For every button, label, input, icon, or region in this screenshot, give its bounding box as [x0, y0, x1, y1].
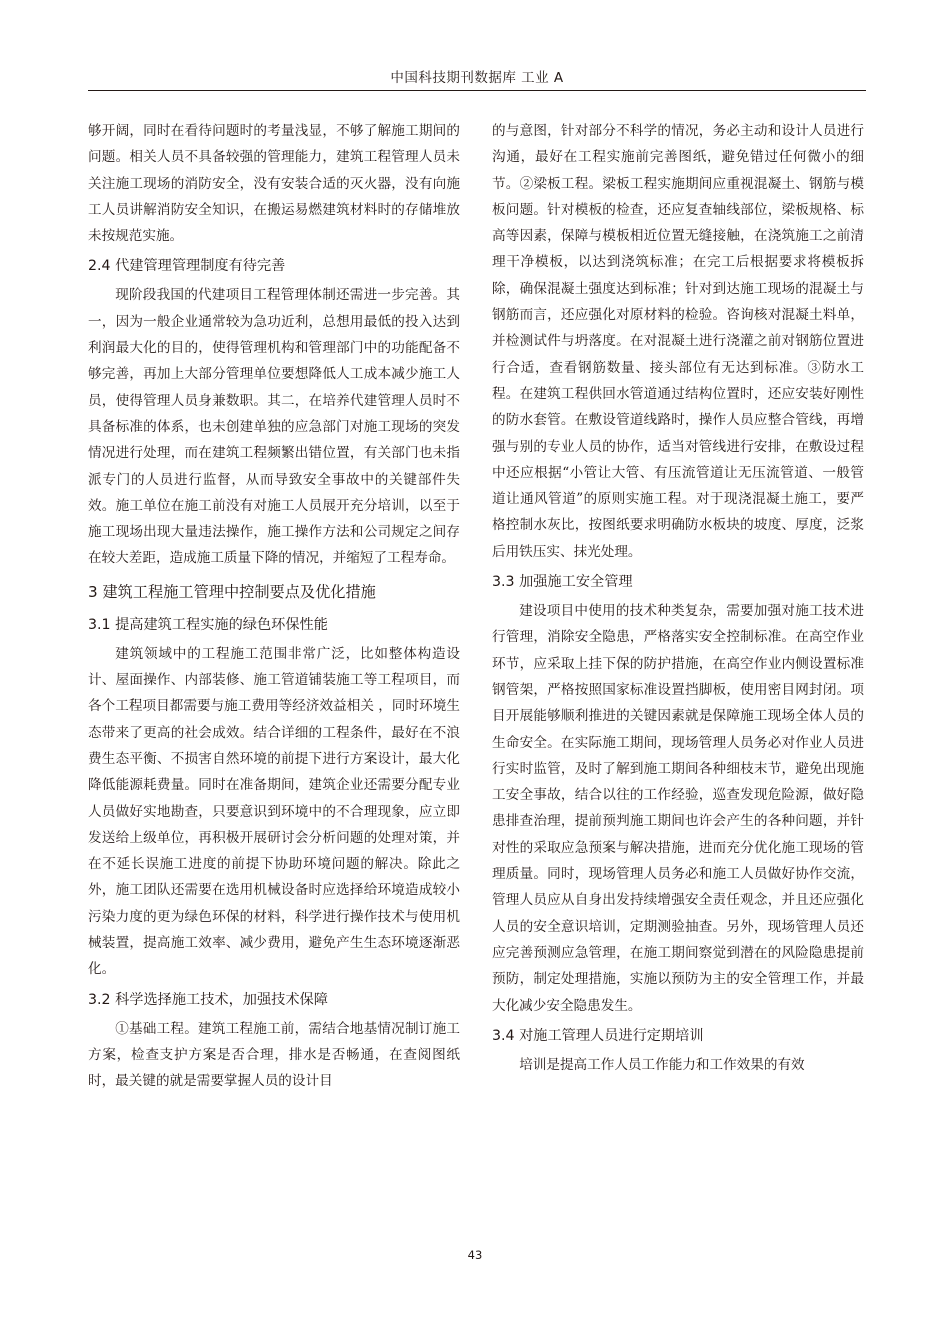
running-header: 中国科技期刊数据库 工业 A: [390, 70, 564, 86]
paragraph-3-2-continued: 的与意图，针对部分不科学的情况，务必主动和设计人员进行沟通，最好在工程实施前完善图纸，避免错过任何微小的细节。②梁板工程。梁板工程实施期间应重视混凝土、钢筋与模板问题。针对模板的检查，还应复查轴线部位，梁板规格、标高等因素，保障与模板相近位置无缝接触，在浇筑施工之前清理干净模板，以达到浇筑标准；在完工后根据要求将模板拆除，确保混凝土强度达到标准；针对到达施工现场的混凝土与钢筋而言，还应强化对原材料的检验。咨询核对混凝土料单，并检测试件与坍落度。在对混凝土进行浇灌之前对钢筋位置进行合适，查看钢筋数量、接头部位有无达到标准。③防水工程。在建筑工程供回水管道通过结构位置时，还应安装好刚性的防水套管。在敷设管道线路时，操作人员应整合管线，再增强与别的专业人员的协作，适当对管线进行安排，在敷设过程中还应根据“小管让大管、有压流管道让无压流管道、一般管道让通风管道”的原则实施工程。对于现浇混凝土施工，要严格控制水灰比，按图纸要求明确防水板块的坡度、厚度，泛浆后用铁压实、抹光处理。: [492, 123, 864, 560]
paragraph-3-4: 培训是提高工作人员工作能力和工作效果的有效: [519, 1056, 805, 1073]
right-column: [492, 118, 864, 1078]
paragraph-3-1: 建筑领域中的工程施工范围非常广泛，比如整体构造设计、屋面操作、内部装修、施工管道铺装施工等工程项目，而各个工程项目都需要与施工费用等经济效益相关 ，同时环境生态带来了更高的社会成效。结合详细的工程条件，最好在不浪费生态平衡、不损害自然环境的前提下进行方案设计，最大化降低能源耗费量。同时在准备期间，建筑企业还需要分配专业人员做好实地勘查，只要意识到环境中的不合理现象，应立即发送给上级单位，再积极开展研讨会分析问题的处理对策，并在不延长误施工进度的前提下协助环境问题的解决。除此之外，施工团队还需要在选用机械设备时应选择给环境造成较小污染力度的更为绿色环保的材料，科学进行操作技术与使用机械装置，提高施工效率、减少费用，避免产生生态环境逐渐恶化。: [88, 645, 460, 978]
section-heading-2-4: 2.4 代建管理管理制度有待完善: [88, 258, 286, 275]
section-heading-3-2: 3.2 科学选择施工技术，加强技术保障: [88, 991, 328, 1008]
paragraph-3-2: ①基础工程。建筑工程施工前，需结合地基情况制订施工方案，检查支护方案是否合理，排水是否畅通，在查阅图纸时，最关键的就是需要掌握人员的设计目: [88, 1020, 460, 1090]
page-number: 43: [467, 1248, 483, 1262]
paragraph-2-4: 现阶段我国的代建项目工程管理体制还需进一步完善。其一，因为一般企业通常较为急功近利，总想用最低的投入达到利润最大化的目的，使得管理机构和管理部门中的功能配备不够完善，再加上大部分管理单位要想降低人工成本减少施工人员，使得管理人员身兼数职。其二，在培养代建管理人员时不具备标准的体系，也未创建单独的应急部门对施工现场的突发情况进行处理，而在建筑工程频繁出错位置，有关部门也未指派专门的人员进行监督，从而导致安全事故中的关键部件失效。施工单位在施工前没有对施工人员展开充分培训，以至于施工现场出现大量违法操作，施工操作方法和公司规定之间存在较大差距，造成施工质量下降的情况，并缩短了工程寿命。: [88, 287, 460, 567]
left-column: [88, 118, 460, 1095]
paragraph-continued: 够开阔，同时在看待问题时的考量浅显，不够了解施工期间的问题。相关人员不具备较强的管理能力，建筑工程管理人员未关注施工现场的消防安全，没有安装合适的灭火器，没有向施工人员讲解消防安全知识，在搬运易燃建筑材料时的存储堆放未按规范实施。: [88, 123, 460, 245]
section-heading-3-4: 3.4 对施工管理人员进行定期培训: [492, 1027, 704, 1044]
header-rule: [88, 90, 866, 91]
section-heading-3-1: 3.1 提高建筑工程实施的绿色环保性能: [88, 616, 328, 633]
paragraph-3-3: 建设项目中使用的技术种类复杂，需要加强对施工技术进行管理，消除安全隐患，严格落实安全控制标准。在高空作业环节，应采取上挂下保的防护措施，在高空作业内侧设置标准钢管架，严格按照国家标准设置挡脚板，使用密目网封闭。项目开展能够顺利推进的关键因素就是保障施工现场全体人员的生命安全。在实际施工期间，现场管理人员务必对作业人员进行实时监管，及时了解到施工期间各种细枝末节，避免出现施工安全事故，结合以往的工作经验，巡查发现危险源，做好隐患排查治理，提前预判施工期间也许会产生的各种问题，并针对性的采取应急预案与解决措施，进而充分优化施工现场的管理质量。同时，现场管理人员务必和施工人员做好协作交流，管理人员应从自身出发持续增强安全责任观念，并且还应强化人员的安全意识培训，定期测验抽查。另外，现场管理人员还应完善预测应急管理，在施工期间察觉到潜在的风险隐患提前预防，制定处理措施，实施以预防为主的安全管理工作，并最大化减少安全隐患发生。: [492, 603, 864, 1014]
section-heading-3-3: 3.3 加强施工安全管理: [492, 574, 633, 591]
section-heading-3: 3 建筑工程施工管理中控制要点及优化措施: [88, 582, 376, 601]
